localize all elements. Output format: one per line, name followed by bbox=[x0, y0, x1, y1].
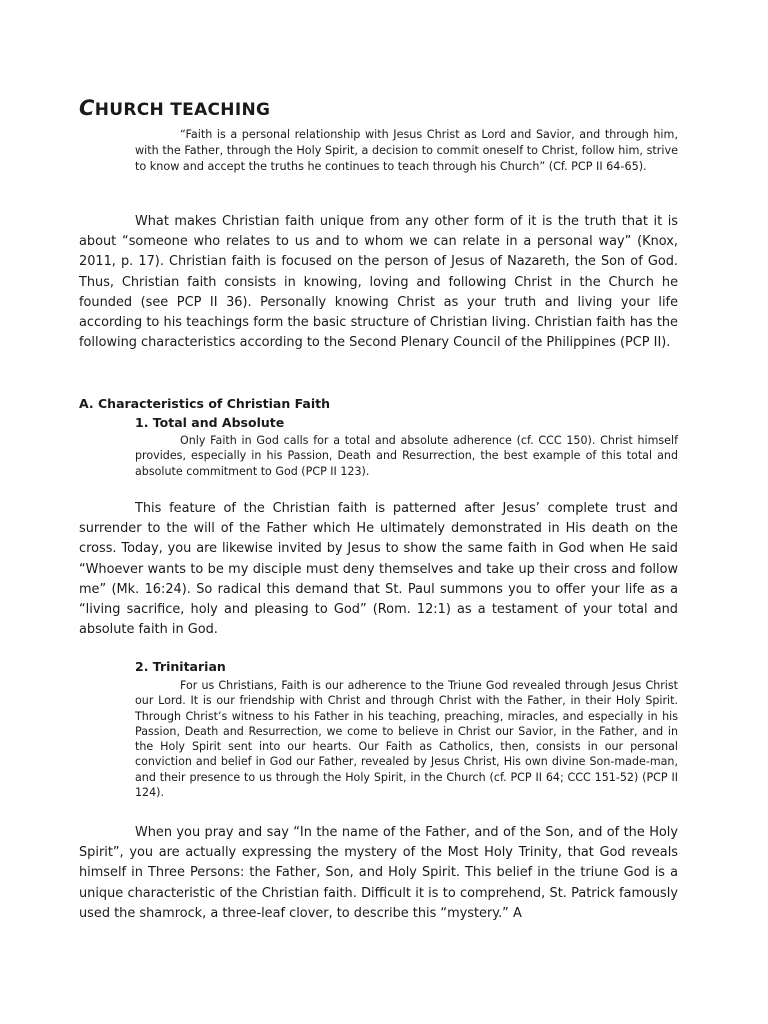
item-1-quote: Only Faith in God calls for a total and absolute adherence (cf. CCC 150). Christ himself provides, especially in his Passion, Death and Resurrection, the best example of this total and absolute commitment to God (PCP II 123). bbox=[135, 434, 678, 478]
item-1-paragraph: This feature of the Christian faith is patterned after Jesus’ complete trust and surrender to the will of the Father which He ultimately demonstrated in His death on the cross. Today, you are likewise invited by Jesus to show the same faith in God when He said “Whoever wants to be my disciple must deny themselves and take up their cross and follow me” (Mk. 16:24). So radical this demand that St. Paul summons you to offer your life as a “living sacrifice, holy and pleasing to God” (Rom. 12:1) as a testament of your total and absolute faith in God. bbox=[79, 501, 678, 638]
item-2-title: 2. Trinitarian bbox=[135, 659, 226, 674]
intro-paragraph: What makes Christian faith unique from any other form of it is the truth that it is about “someone who relates to us and to whom we can relate in a personal way” (Knox, 2011, p. 17). Christian faith is focused on the person of Jesus of Nazareth, the Son of God. Thus, Christian faith consists in knowing, loving and following Christ in the Church he founded (see PCP II 36). Personally knowing Christ as your truth and living your life according to his teachings form the basic structure of Christian living. Christian faith has the following characteristics according to the Second Plenary Council of the Philippines (PCP II). bbox=[79, 214, 678, 351]
intro-quote: “Faith is a personal relationship with Jesus Christ as Lord and Savior, and through him, with the Father, through the Holy Spirit, a decision to commit oneself to Christ, follow him, strive to know and accept the truths he continues to teach through his Church” (Cf. PCP II 64-65). bbox=[135, 128, 678, 173]
page-heading bbox=[79, 96, 270, 120]
item-1-title: 1. Total and Absolute bbox=[135, 415, 285, 430]
heading-dropcap: C bbox=[79, 96, 95, 120]
item-2-paragraph: When you pray and say “In the name of the Father, and of the Son, and of the Holy Spirit”, you are actually expressing the mystery of the Most Holy Trinity, that God reveals himself in Three Persons: the Father, Son, and Holy Spirit. This belief in the triune God is a unique characteristic of the Christian faith. Difficult it is to comprehend, St. Patrick famously used the shamrock, a three-leaf clover, to describe this “mystery.” A bbox=[79, 825, 678, 921]
section-a-title: A. Characteristics of Christian Faith bbox=[79, 396, 331, 411]
item-2-quote: For us Christians, Faith is our adherence to the Triune God revealed through Jesus Christ our Lord. It is our friendship with Christ and through Christ with the Father, in their Holy Spirit. Through Christ’s witness to his Father in his teaching, preaching, miracles, and especially in his Passion, Death and Resurrection, we come to believe in Christ our Savior, in the Father, and in the Holy Spirit sent into our hearts. Our Faith as Catholics, then, consists in our personal conviction and belief in God our Father, revealed by Jesus Christ, His own divine Son-made-man, and their presence to us through the Holy Spirit, in the Church (cf. PCP II 64; CCC 151-52) (PCP II 124). bbox=[135, 679, 678, 800]
heading-rest: HURCH TEACHING bbox=[94, 100, 271, 120]
